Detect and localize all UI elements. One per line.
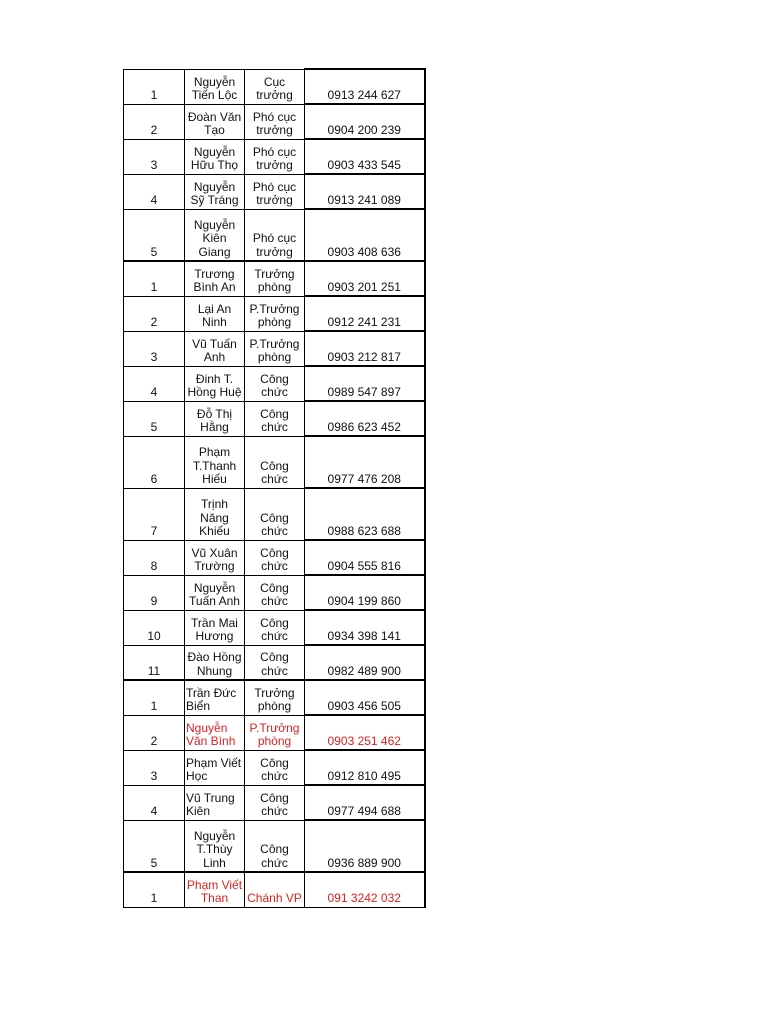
- phone-cell: 0903 433 545: [305, 139, 425, 174]
- phone-cell: 0903 408 636: [305, 209, 425, 261]
- position-cell: Công chức: [245, 645, 305, 680]
- position-cell: Trưởng phòng: [245, 680, 305, 715]
- name-cell: Nguyễn Văn Bình: [185, 715, 245, 750]
- table-row: [124, 488, 425, 540]
- phone-cell: 0986 623 452: [305, 401, 425, 436]
- phone-cell: 0904 199 860: [305, 575, 425, 610]
- stt-cell: 3: [124, 139, 185, 174]
- stt-cell: 5: [124, 401, 185, 436]
- position-cell: Chánh VP: [245, 872, 305, 907]
- table-row: [124, 174, 425, 209]
- name-cell: Phạm Viết Học: [185, 750, 245, 785]
- phone-cell: 0977 494 688: [305, 785, 425, 820]
- position-cell: Phó cục trưởng: [245, 139, 305, 174]
- position-cell: Công chức: [245, 575, 305, 610]
- position-cell: Phó cục trưởng: [245, 174, 305, 209]
- table-row: [124, 261, 425, 296]
- stt-cell: 5: [124, 209, 185, 261]
- table-row: [124, 331, 425, 366]
- phone-cell: 091 3242 032: [305, 872, 425, 907]
- name-cell: Trần Đức Biển: [185, 680, 245, 715]
- table-row: [124, 610, 425, 645]
- table-row: [124, 296, 425, 331]
- phone-cell: 0989 547 897: [305, 366, 425, 401]
- name-cell: Vũ Xuân Trường: [185, 540, 245, 575]
- phone-cell: 0977 476 208: [305, 436, 425, 488]
- table-row: [124, 715, 425, 750]
- name-cell: Nguyễn Tiến Lộc: [185, 69, 245, 104]
- phone-cell: 0903 201 251: [305, 261, 425, 296]
- stt-cell: 2: [124, 104, 185, 139]
- position-cell: P.Trưởng phòng: [245, 296, 305, 331]
- name-cell: Lại An Ninh: [185, 296, 245, 331]
- stt-cell: 6: [124, 436, 185, 488]
- stt-cell: 3: [124, 750, 185, 785]
- phone-cell: 0903 251 462: [305, 715, 425, 750]
- name-cell: Phạm Viết Than: [185, 872, 245, 907]
- position-cell: Công chức: [245, 436, 305, 488]
- position-cell: Trưởng phòng: [245, 261, 305, 296]
- name-cell: Trịnh Năng Khiếu: [185, 488, 245, 540]
- position-cell: Công chức: [245, 540, 305, 575]
- table-row: [124, 104, 425, 139]
- table-row: [124, 872, 425, 907]
- table-body: [124, 69, 425, 907]
- name-cell: Phạm T.Thanh Hiếu: [185, 436, 245, 488]
- name-cell: Đinh T. Hồng Huệ: [185, 366, 245, 401]
- table-row: [124, 785, 425, 820]
- table-row: [124, 575, 425, 610]
- name-cell: Đào Hồng Nhung: [185, 645, 245, 680]
- table-row: [124, 436, 425, 488]
- table-row: [124, 69, 425, 104]
- stt-cell: 9: [124, 575, 185, 610]
- phone-cell: 0936 889 900: [305, 820, 425, 872]
- stt-cell: 8: [124, 540, 185, 575]
- stt-cell: 10: [124, 610, 185, 645]
- phone-cell: 0982 489 900: [305, 645, 425, 680]
- name-cell: Vũ Trung Kiên: [185, 785, 245, 820]
- name-cell: Đoàn Văn Tạo: [185, 104, 245, 139]
- name-cell: Nguyễn Sỹ Tráng: [185, 174, 245, 209]
- table-row: [124, 680, 425, 715]
- stt-cell: 4: [124, 174, 185, 209]
- stt-cell: 5: [124, 820, 185, 872]
- stt-cell: 4: [124, 366, 185, 401]
- staff-directory-table: [123, 68, 426, 908]
- position-cell: Công chức: [245, 785, 305, 820]
- stt-cell: 3: [124, 331, 185, 366]
- table-row: [124, 139, 425, 174]
- phone-cell: 0913 241 089: [305, 174, 425, 209]
- name-cell: Nguyễn Tuấn Anh: [185, 575, 245, 610]
- position-cell: P.Trưởng phòng: [245, 331, 305, 366]
- stt-cell: 1: [124, 261, 185, 296]
- phone-cell: 0903 456 505: [305, 680, 425, 715]
- phone-cell: 0988 623 688: [305, 488, 425, 540]
- name-cell: Nguyễn Hữu Thọ: [185, 139, 245, 174]
- stt-cell: 4: [124, 785, 185, 820]
- position-cell: Công chức: [245, 820, 305, 872]
- table-row: [124, 540, 425, 575]
- phone-cell: 0903 212 817: [305, 331, 425, 366]
- name-cell: Nguyễn Kiên Giang: [185, 209, 245, 261]
- name-cell: Nguyễn T.Thùy Linh: [185, 820, 245, 872]
- position-cell: Công chức: [245, 401, 305, 436]
- name-cell: Đỗ Thị Hằng: [185, 401, 245, 436]
- position-cell: Công chức: [245, 750, 305, 785]
- phone-cell: 0904 555 816: [305, 540, 425, 575]
- phone-cell: 0912 810 495: [305, 750, 425, 785]
- table-row: [124, 209, 425, 261]
- position-cell: Phó cục trưởng: [245, 209, 305, 261]
- stt-cell: 1: [124, 69, 185, 104]
- position-cell: Phó cục trưởng: [245, 104, 305, 139]
- position-cell: Công chức: [245, 488, 305, 540]
- table-row: [124, 645, 425, 680]
- stt-cell: 7: [124, 488, 185, 540]
- phone-cell: 0913 244 627: [305, 69, 425, 104]
- position-cell: Cục trưởng: [245, 69, 305, 104]
- stt-cell: 2: [124, 715, 185, 750]
- stt-cell: 1: [124, 680, 185, 715]
- phone-cell: 0912 241 231: [305, 296, 425, 331]
- phone-cell: 0904 200 239: [305, 104, 425, 139]
- name-cell: Trương Bình An: [185, 261, 245, 296]
- table-row: [124, 820, 425, 872]
- table-row: [124, 750, 425, 785]
- position-cell: P.Trưởng phòng: [245, 715, 305, 750]
- stt-cell: 2: [124, 296, 185, 331]
- table-row: [124, 401, 425, 436]
- stt-cell: 1: [124, 872, 185, 907]
- name-cell: Trần Mai Hương: [185, 610, 245, 645]
- table-row: [124, 366, 425, 401]
- stt-cell: 11: [124, 645, 185, 680]
- position-cell: Công chức: [245, 610, 305, 645]
- name-cell: Vũ Tuấn Anh: [185, 331, 245, 366]
- position-cell: Công chức: [245, 366, 305, 401]
- phone-cell: 0934 398 141: [305, 610, 425, 645]
